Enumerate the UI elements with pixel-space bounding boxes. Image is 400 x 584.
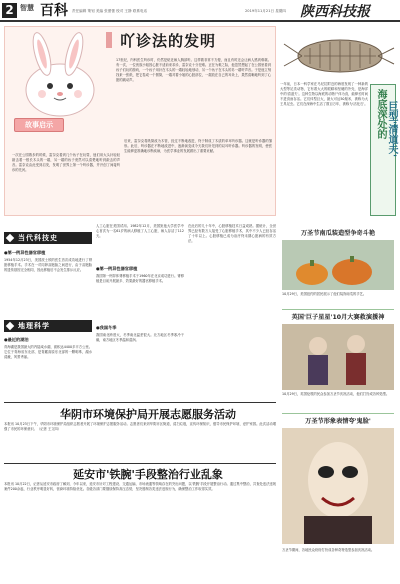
mid3-subhead: ●我国冬季	[96, 325, 117, 330]
item1-text: 1954年12月23日，美国波士顿的医生首次成功地进行了肾脏移植手术。手术在一对同卵双胞胎之间进行，由于双胞胎的遗传基因完全相同，因此移植后不会发生排斥反应。	[4, 258, 92, 273]
vertical-title-part-b: 巨型'清道夫'	[386, 101, 397, 158]
item2-text: 青海湖是我国最大的内陆咸水湖，面积达4400多平方公里。它位于青海省东北部，是青藏高原东北部的一颗明珠，湖水清澈，风景秀丽。	[4, 345, 92, 360]
isopod-caption: 一年前，日本一科学家在马尼拉附近的海底发现了一种新的大型等足类动物，它有着大大的眼睛和坚硬的外壳，是海洋中的'清道夫'。这种生物以海底的动物尸体为食，能够长时间不进食而存活。它们体型巨大，最大可达50厘米，被称为大王具足虫。它们在深海中生活了数百万年，被称为'活化石'。	[280, 82, 368, 107]
masthead	[0, 0, 400, 24]
title-accent-bar	[106, 32, 112, 48]
section-heading-history: 当代科技史	[4, 232, 92, 244]
rabbit-illustration	[8, 32, 112, 124]
feature-facepaint-heading: 万圣节形象表情夸'鬼脸'	[305, 418, 371, 425]
costume-photo	[282, 324, 394, 390]
story-tag: 故事启示	[14, 118, 64, 132]
editor-info: 责任编辑 策划 美编 张蕾蕾 校对 王静 联系电话	[72, 9, 148, 13]
vertical-title-part-a: 海底深处的	[375, 89, 386, 139]
pumpkin-photo	[282, 240, 394, 290]
divider	[282, 309, 394, 310]
divider	[282, 413, 394, 414]
feature-pumpkin-heading: 万圣节南瓜装造型争奇斗艳	[300, 230, 376, 237]
feature-story-b: 后来，雷奈克将纸筒改为木管，经过不断地改进，终于制成了木质的单耳听诊器。这就是听诊器的雏形。此后，听诊器在不断地改进中，逐渐演变成今天我们所见到的双耳听诊器。听诊器的发明，使医生能够更准确地诊断疾病，为医学事业的发展做出了重要贡献。	[124, 139, 272, 154]
mid2-text: 我国第一例异体肾移植手术于1960年在北京成功进行。肾移植是目前开展最多、效果最好的器官移植手术。	[96, 274, 184, 284]
feature-body: 17世纪，内科医生听诊时，仍然是贴近病人胸部听。这样做非常不方便，而且有时还会让病人感到难堪。有一次，一位贵族小姐因心脏不适前来求诊，雷奈克十分犯难。正在为难之际，他忽然想起了在公园里看到孩子们玩的游戏，一个孩子用针在木头的一端轻轻地划动，另一个孩子在木头的另一端听声音。于是他立刻找来一张纸，把它卷成一个圆筒，一端对着小姐的心脏部位，一端放在自己的耳朵上，果然清晰地听到了心脏的跳动声。	[116, 58, 271, 83]
vertical-headline	[370, 84, 396, 216]
news1-headline: 华阴市环境保护局开展志愿服务活动	[60, 408, 236, 421]
mid1-text: 人工心脏在美国试用。1982年12月，美国犹他大学医学中心首次为一名61岁的病人移植了人工心脏，病人存活了112天。	[96, 224, 184, 239]
header-rule	[0, 20, 400, 22]
section-rule	[4, 463, 276, 464]
feature-story-a: 一次在公园散步的时候，雷奈克看到几个孩子在玩耍，他们用大头针轻轻敲击着一根长木头的一端，另一端的孩子竟然可以清楚地听到敲击的声音。雷奈克由此受到启发，发明了世界上第一个听诊器，并开创了间接听诊的先河。	[12, 153, 120, 173]
item2-subhead: ●最近的湖泊	[4, 337, 29, 342]
paper-name: 陕西科技报	[300, 4, 370, 20]
issue-date: 2019年11月21日 星期四	[245, 9, 286, 13]
mid3-text: 我国南北跨度大，冬季南北温差很大。北方地区冬季寒冷干燥，南方地区冬季温和湿润。	[96, 333, 184, 343]
news1-body: 本报讯 10月23日下午，华阴市环境保护局组织志愿者开展了环境保护志愿服务活动。志愿者们来到华阴市区街道，清扫垃圾，宣传环保知识，倡导市民保护环境、爱护家园。此次活动增强了市民的环保意识。（记者 王文四）	[4, 422, 276, 432]
isopod-photo	[280, 26, 396, 82]
feature-title: 吖诊法的发明	[120, 32, 217, 50]
costume-caption: 10月29日，英国伦敦的民众参加万圣节庆祝活动，他们打扮成各种造型。	[282, 392, 390, 396]
pumpkin-caption: 10月29日，美国纽约的居民展示了他们装饰南瓜的手艺。	[282, 292, 367, 296]
mid2-subhead: ●第一例异性器官移植	[96, 266, 138, 271]
section-label: 智慧	[20, 4, 34, 12]
feature-uk-heading: 英国'巨子星星'10月大赛救演援神	[291, 314, 385, 321]
section-title: 百科	[40, 3, 68, 19]
facepaint-photo	[282, 428, 394, 544]
news2-headline: 延安市'铁腕'手段整治行业乱象	[73, 468, 223, 481]
section-heading-geography: 地理科学	[4, 320, 92, 332]
facepaint-caption: 万圣节期间，各地民众纷纷打扮成各种奇特造型参加庆祝活动。	[282, 548, 375, 552]
page-number: 2	[2, 3, 17, 18]
item1-subhead: ●第一例异性器官移植	[4, 250, 46, 255]
section-rule	[4, 402, 276, 403]
col3-text: 在此后的几十年中，心脏移植技术日益成熟。据统计，全世界已经有数万人接受了心脏移植手术，其中不少人已经存活了十年以上。心脏移植已成为治疗终末期心脏病的有效方法。	[188, 224, 276, 244]
news2-body: 本报讯 10月22日，记者从延安市政府了解到，今年以来，延安市针对工程建设、交通运输、市场流通等领域存在的突出问题，以'铁腕'手段开展整治行动。通过集中整治，共查处违法违规案件200余起，行业秩序明显好转，营商环境持续优化。各级各部门要继续保持高压态势，坚决遏制各类违法违规行为，确保整治工作取得实效。	[4, 482, 276, 492]
